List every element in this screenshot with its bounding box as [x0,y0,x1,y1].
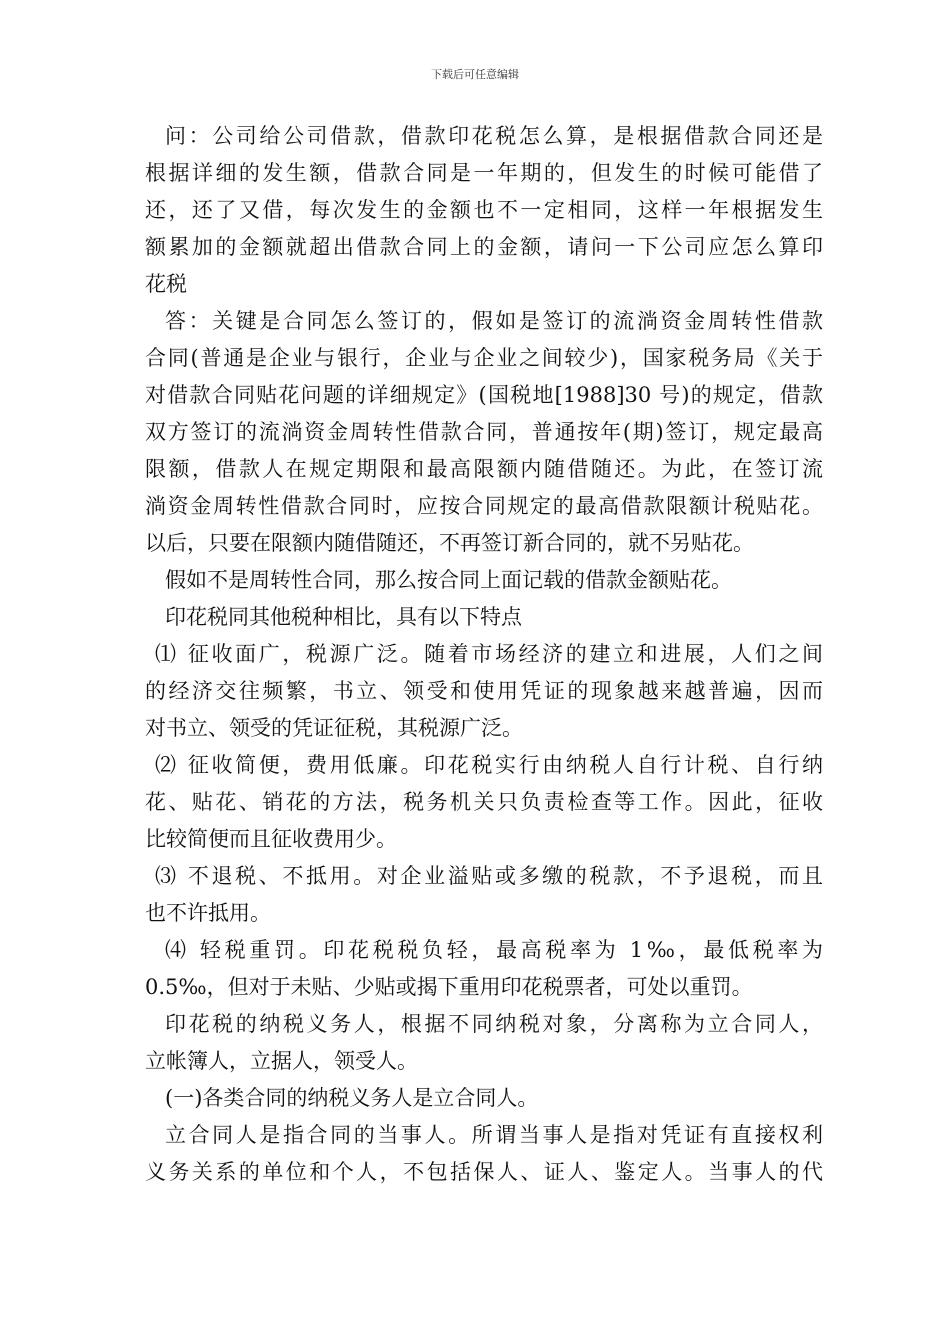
text-line: 0.5‰，但对于未贴、少贴或揭下重用印花税票者，可处以重罚。 [145,975,753,999]
text-line: 额累加的金额就超出借款合同上的金额，请问一下公司应怎么算印 [145,235,823,259]
text-line: ⑷ 轻税重罚。印花税税负轻，最高税率为 1‰，最低税率为 [165,938,823,962]
text-line: 淌资金周转性借款合同时，应按合同规定的最高借款限额计税贴花。 [145,494,823,518]
text-line: 印花税的纳税义务人，根据不同纳税对象，分离称为立合同人， [165,1012,823,1036]
text-line: 假如不是周转性合同，那么按合同上面记载的借款金额贴花。 [165,568,732,592]
text-line: 限额，借款人在规定期限和最高限额内随借随还。为此，在签订流 [145,457,823,481]
text-line: (一)各类合同的纳税义务人是立合同人。 [165,1086,539,1110]
text-line: 根据详细的发生额，借款合同是一年期的，但发生的时候可能借了 [145,161,823,185]
text-line: 双方签订的流淌资金周转性借款合同，普通按年(期)签订，规定最高 [145,420,823,444]
text-line: 合同(普通是企业与银行，企业与企业之间较少)，国家税务局《关于 [145,346,823,370]
text-line: ⑶ 不退税、不抵用。对企业溢贴或多缴的税款，不予退税，而且 [155,864,823,888]
text-line: ⑵ 征收简便，费用低廉。印花税实行由纳税人自行计税、自行纳 [155,753,823,777]
page-header: 下载后可任意编辑 [431,68,519,81]
text-line: 也不许抵用。 [145,901,271,925]
text-line: 比较简便而且征收费用少。 [145,827,397,851]
text-line: 义务关系的单位和个人，不包括保人、证人、鉴定人。当事人的代 [145,1160,823,1184]
text-line: 答：关键是合同怎么签订的，假如是签订的流淌资金周转性借款 [165,309,823,333]
text-line: 印花税同其他税种相比，具有以下特点 [165,605,522,629]
text-line: 还，还了又借，每次发生的金额也不一定相同，这样一年根据发生 [145,198,823,222]
text-line: ⑴ 征收面广，税源广泛。随着市场经济的建立和进展，人们之间 [155,642,823,666]
text-line: 立帐簿人，立据人，领受人。 [145,1049,418,1073]
text-line: 花、贴花、销花的方法，税务机关只负责检查等工作。因此，征收 [145,790,823,814]
text-line: 对借款合同贴花问题的详细规定》(国税地[1988]30 号)的规定，借款 [145,383,823,407]
text-line: 花税 [145,272,187,296]
text-line: 立合同人是指合同的当事人。所谓当事人是指对凭证有直接权利 [165,1123,823,1147]
document-body [145,118,823,1191]
text-line: 以后，只要在限额内随借随还，不再签订新合同的，就不另贴花。 [145,531,754,555]
text-line: 对书立、领受的凭证征税，其税源广泛。 [145,716,523,740]
text-line: 问：公司给公司借款，借款印花税怎么算，是根据借款合同还是 [165,124,823,148]
text-line: 的经济交往频繁，书立、领受和使用凭证的现象越来越普遍，因而 [145,679,823,703]
